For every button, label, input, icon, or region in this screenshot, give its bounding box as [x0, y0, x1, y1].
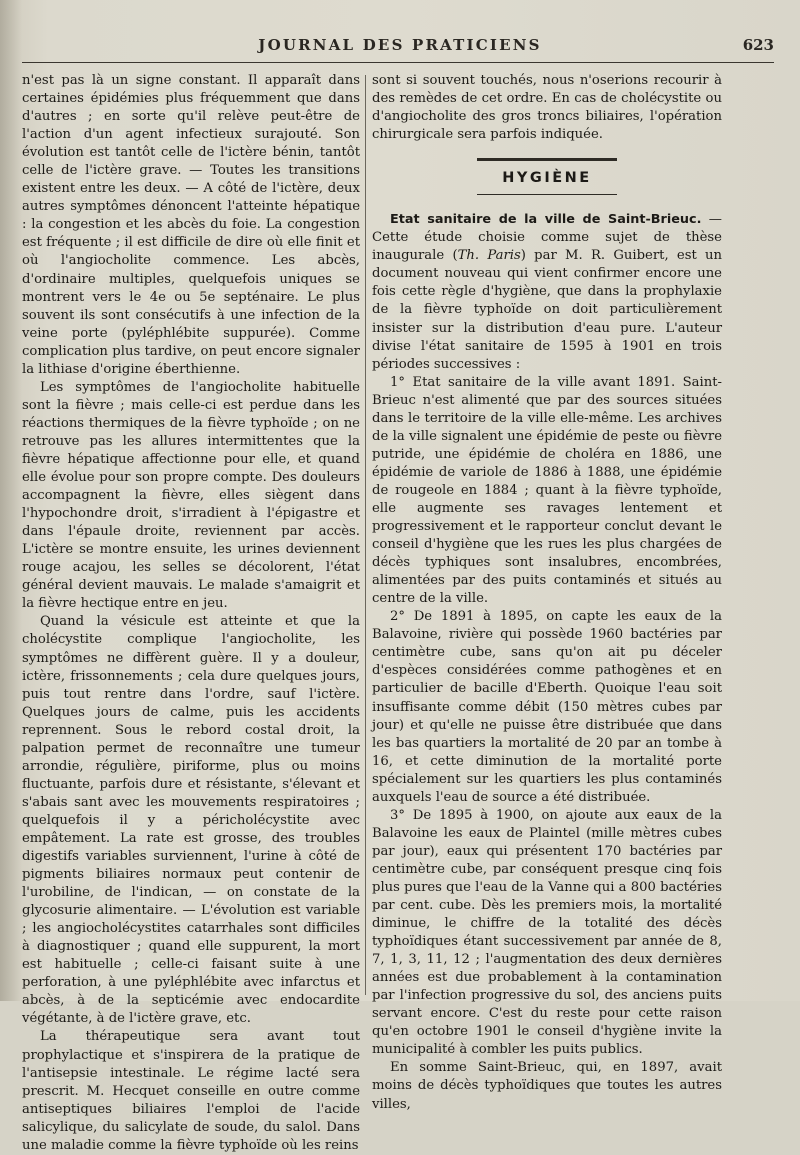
- paragraph: En somme Saint-Brieuc, qui, en 1897, avait moins de décès typhoïdiques que toutes les autres villes,: [372, 1060, 722, 1112]
- paragraph: Les symptômes de l'angiocholite habituelle sont la fièvre ; mais celle-ci est perdue dans les réactions thermiques de la fièvre typhoïde ; on ne retrouve pas les allures intermittentes que la fièvre hépatique affectionne pour elle, et quand elle évolue pour son propre compte. Des douleurs accompagnent la fièvre, elles siègent dans l'hypochondre droit, s'irradient à l'épigastre et dans l'épaule droite, reviennent par accès. L'ictère se montre ensuite, les urines deviennent rouge acajou, les selles se décolorent, l'état général devient mauvais. Le malade s'amaigrit et la fièvre hectique entre en jeu.: [22, 379, 360, 612]
- lead-text-continued: ) par M. R. Guibert, est un document nouveau qui vient confirmer encore une fois cette règle d'hygiène, que dans la prophylaxie de la fièvre typhoïde on doit particulièrement insister sur la distribution d'eau pure. L'auteur divise l'état sanitaire de 1595 à 1901 en trois périodes successives :: [372, 248, 722, 372]
- paragraph: La thérapeutique sera avant tout prophylactique et s'inspirera de la pratique de l'antisepsie intestinale. Le régime lacté sera prescrit. M. Hecquet conseille en outre comme antiseptiques biliaires l'emploi de l'acide salicylique, du salicylate de soude, du salol. Dans une maladie comme la fièvre typhoïde où les reins: [22, 1029, 360, 1153]
- page-header: [0, 34, 800, 58]
- section-rule-top: [477, 158, 617, 161]
- section-header: [372, 158, 722, 195]
- section-title: HYGIÈNE: [502, 170, 592, 187]
- lead-paragraph: [372, 211, 722, 373]
- lead-text: — Cette étude choisie comme sujet de thèse inaugurale (: [372, 212, 722, 264]
- left-column: [22, 72, 360, 1155]
- paragraph: 3° De 1895 à 1900, on ajoute aux eaux de la Balavoine les eaux de Plaintel (mille mètres cubes par jour), eaux qui présentent 170 bactéries par centimètre cube, par conséquent presque cinq fois plus pures que l'eau de la Vanne qui a 800 bactéries par cent. cube. Dès les premiers mois, la mortalité diminue, le chiffre de la totalité des décès typhoïdiques étant successivement par année de 8, 7, 1, 3, 11, 12 ; l'augmentation des deux dernières années est due probablement à la contamination par l'infection progressive du sol, des anciens puits servant encore. C'est du reste pour cette raison qu'en octobre 1901 le conseil d'hygiène invite la municipalité à combler les puits publics.: [372, 807, 722, 1058]
- running-title: JOURNAL DES PRATICIENS: [258, 36, 542, 54]
- header-rule: [22, 62, 774, 63]
- paragraph: n'est pas là un signe constant. Il apparaît dans certaines épidémies plus fréquemment que dans d'autres ; en sorte qu'il relève peut-être de l'action d'un agent infectieux surajouté. Son évolution est tantôt celle de l'ictère bénin, tantôt celle de l'ictère grave. — Toutes les transitions existent entre les deux. — A côté de l'ictère, deux autres symptômes dénoncent l'atteinte hépatique : la congestion et les abcès du foie. La congestion est fréquente ; il est difficile de dire où elle finit et où l'angiocholite commence. Les abcès, d'ordinaire multiples, quelquefois uniques se montrent vers le 4e ou 5e septénaire. Le plus souvent ils sont consécutifs à une infection de la veine porte (pyléphlébite suppurée). Comme complication plus tardive, on peut encore signaler la lithiase d'origine éberthienne.: [22, 73, 360, 377]
- column-divider: [365, 75, 366, 995]
- paragraph: sont si souvent touchés, nous n'oserions recourir à des remèdes de cet ordre. En cas de cholécystite ou d'angiocholite des gros troncs biliaires, l'opération chirurgicale sera parfois indiquée.: [372, 73, 722, 143]
- thesis-reference: Th. Paris: [457, 248, 521, 264]
- paragraph: Quand la vésicule est atteinte et que la cholécystite complique l'angiocholite, les symptômes ne diffèrent guère. Il y a douleur, ictère, frissonnements ; cela dure quelques jours, puis tout rentre dans l'ordre, sauf l'ictère. Quelques jours de calme, puis les accidents reprennent. Sous le rebord costal droit, la palpation permet de reconnaître une tumeur arrondie, régulière, piriforme, plus ou moins fluctuante, parfois dure et résistante, s'élevant et s'abais sant avec les mouvements respiratoires ; quelquefois il y a péricholécystite avec empâtement. La rate est grosse, des troubles digestifs variables surviennent, l'urine à côté de pigments biliaires normaux peut contenir de l'urobiline, de l'indican, — on constate de la glycosurie alimentaire. — L'évolution est variable ; les angiocholécystites catarrhales sont difficiles à diagnostiquer ; quand elle suppurent, la mort est habituelle ; celle-ci faisant suite à une perforation, à une pyléphlébite avec infarctus et abcès, à de la septicémie avec endocardite végétante, à de l'ictère grave, etc.: [22, 614, 360, 1027]
- right-column: [372, 72, 722, 1114]
- page-number: 623: [742, 36, 774, 54]
- binding-shadow: [0, 0, 22, 1001]
- article-title: Etat sanitaire de la ville de Saint-Brieuc.: [390, 212, 702, 228]
- paragraph: 1° Etat sanitaire de la ville avant 1891. Saint-Brieuc n'est alimenté que par des sources situées dans le territoire de la ville elle-même. Les archives de la ville signalent une épidémie de peste ou fièvre putride, une épidémie de choléra en 1886, une épidémie de variole de 1886 à 1888, une épidémie de rougeole en 1884 ; quant à la fièvre typhoïde, elle augmente ses ravages lentement et progressivement et le rapporteur conclut devant le conseil d'hygiène que les rues les plus chargées de décès typhiques sont insalubres, encombrées, alimentées par des puits contaminés et situés au centre de la ville.: [372, 374, 722, 607]
- paragraph: 2° De 1891 à 1895, on capte les eaux de la Balavoine, rivière qui possède 1960 bactéries par centimètre cube, sans qu'on ait pu déceler d'espèces considérées comme pathogènes et en particulier de bacille d'Eberth. Quoique l'eau soit insuffisante comme débit (150 mètres cubes par jour) et qu'elle ne puisse être distribuée que dans les bas quartiers la mortalité de 20 par an tombe à 16, et cette diminution de la mortalité porte spécialement sur les quartiers les plus contaminés auxquels l'eau de source a été distribuée.: [372, 609, 722, 805]
- section-rule-bottom: [477, 194, 617, 195]
